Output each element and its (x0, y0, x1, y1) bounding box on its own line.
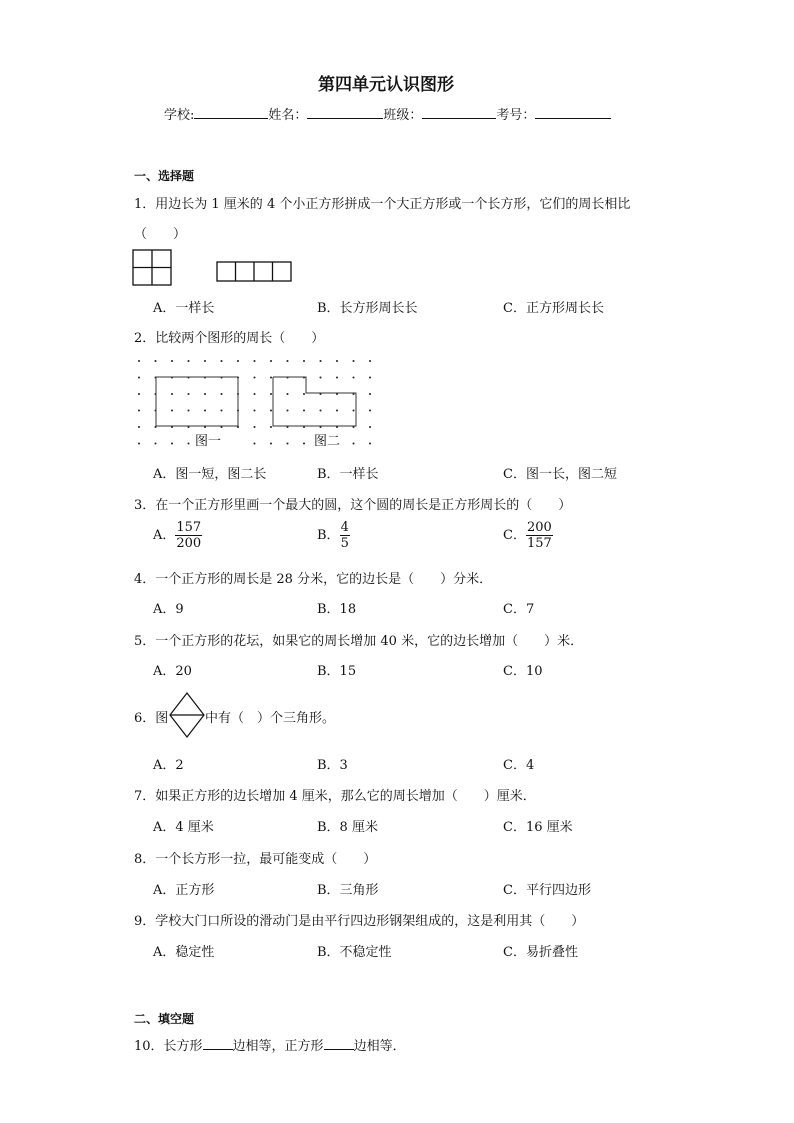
grid-dot (353, 360, 355, 362)
option-label: B． (317, 528, 340, 543)
question-5-option-b[interactable]: B．15 (317, 664, 357, 679)
exam-number-blank[interactable] (535, 105, 611, 119)
grid-dot (155, 443, 157, 445)
figure-one-label: 图一 (195, 434, 222, 449)
grid-dot (336, 360, 338, 362)
numerator: 157 (176, 520, 202, 535)
grid-dot (369, 393, 371, 395)
grid-dot (138, 410, 140, 412)
grid-dot (188, 410, 190, 412)
school-blank[interactable] (194, 105, 268, 119)
grid-dot (254, 360, 256, 362)
question-7-stem: 7．如果正方形的边长增加 4 厘米，那么它的周长增加（ ）厘米． (134, 789, 536, 804)
grid-dot (369, 377, 371, 379)
grid-dot (138, 393, 140, 395)
question-10-blank-1[interactable] (203, 1037, 233, 1050)
question-10-stem (134, 1035, 406, 1054)
grid-dot (221, 360, 223, 362)
grid-dot (270, 410, 272, 412)
grid-dot (270, 426, 272, 428)
grid-dot (320, 410, 322, 412)
grid-dot (369, 360, 371, 362)
grid-dot (254, 393, 256, 395)
denominator: 157 (526, 536, 552, 551)
grid-dot (171, 393, 173, 395)
grid-dot (254, 443, 256, 445)
grid-dot (138, 360, 140, 362)
question-6-stem-start: 6．图 (134, 711, 169, 726)
question-6-diamond-figure (168, 692, 206, 738)
numerator: 200 (526, 520, 552, 535)
question-3-option-a[interactable] (153, 520, 202, 551)
grid-dot (320, 377, 322, 379)
grid-dot (270, 393, 272, 395)
question-1-figures (130, 248, 300, 288)
question-9-option-a[interactable]: A．稳定性 (153, 945, 215, 960)
question-10-part-1: 10．长方形 (134, 1039, 203, 1054)
fraction (526, 520, 553, 551)
school-label: 学校: (164, 108, 195, 123)
question-4-stem: 4．一个正方形的周长是 28 分米，它的边长是（ ）分米． (134, 572, 493, 587)
grid-dot (221, 410, 223, 412)
question-4-option-b[interactable]: B．18 (317, 602, 357, 617)
grid-dot (287, 410, 289, 412)
numerator: 4 (340, 520, 349, 535)
grid-dot (171, 410, 173, 412)
grid-dot (303, 443, 305, 445)
grid-dot (188, 360, 190, 362)
question-9-option-b[interactable]: B．不稳定性 (317, 945, 392, 960)
grid-dot (287, 443, 289, 445)
question-10-part-2: 边相等，正方形 (232, 1039, 324, 1054)
question-1-option-a[interactable]: A．一样长 (153, 301, 215, 316)
question-1-paren: （ ） (134, 227, 187, 242)
grid-dot (320, 360, 322, 362)
grid-dot (369, 426, 371, 428)
question-4-option-c[interactable]: C．7 (503, 602, 535, 617)
question-5-stem: 5．一个正方形的花坛，如果它的周长增加 40 米，它的边长增加（ ）米． (134, 634, 584, 649)
grid-dot (237, 360, 239, 362)
grid-dot (336, 377, 338, 379)
grid-dot (138, 377, 140, 379)
figure-two-shape (273, 377, 356, 426)
question-10-blank-2[interactable] (324, 1037, 354, 1050)
question-2-option-c[interactable]: C．图一长，图二短 (503, 467, 617, 482)
name-blank[interactable] (307, 105, 383, 119)
question-2-option-a[interactable]: A．图一短，图二长 (153, 467, 267, 482)
grid-dot (155, 360, 157, 362)
grid-dot (188, 393, 190, 395)
question-4-option-a[interactable]: A．9 (153, 602, 184, 617)
denominator: 200 (176, 536, 202, 551)
grid-dot (254, 426, 256, 428)
grid-dot (369, 443, 371, 445)
class-label: 班级： (383, 108, 423, 123)
grid-dot (254, 377, 256, 379)
grid-dot (171, 360, 173, 362)
section-heading-choice: 一、选择题 (134, 169, 195, 183)
name-label: 姓名： (268, 108, 308, 123)
question-1-option-c[interactable]: C．正方形周长长 (503, 301, 604, 316)
rectangle-figure (217, 262, 291, 281)
grid-dot (287, 393, 289, 395)
student-info-row (164, 104, 611, 123)
option-label: C． (503, 528, 526, 543)
grid-dot (353, 410, 355, 412)
grid-dot (188, 443, 190, 445)
question-5-option-c[interactable]: C．10 (503, 664, 543, 679)
grid-dot (353, 443, 355, 445)
question-6-stem-end: 中有（ ）个三角形。 (205, 711, 336, 726)
figure-two-label: 图二 (314, 434, 341, 449)
question-3-stem: 3．在一个正方形里画一个最大的圆，这个圆的周长是正方形周长的（ ） (134, 498, 572, 513)
grid-dot (270, 443, 272, 445)
fraction (175, 520, 202, 551)
grid-dot (171, 443, 173, 445)
question-5-option-a[interactable]: A．20 (153, 664, 192, 679)
grid-dot (303, 393, 305, 395)
question-7-option-c[interactable]: C．16 厘米 (503, 820, 573, 835)
grid-dot (353, 377, 355, 379)
grid-dot (204, 393, 206, 395)
fraction (340, 520, 350, 551)
grid-dot (270, 360, 272, 362)
option-label: A． (153, 528, 176, 543)
grid-dot (204, 360, 206, 362)
grid-dot (303, 360, 305, 362)
section-heading-fill-in: 二、填空题 (134, 1012, 195, 1026)
class-blank[interactable] (422, 105, 496, 119)
grid-dot (221, 393, 223, 395)
question-8-option-a[interactable]: A．正方形 (153, 883, 215, 898)
question-9-stem: 9．学校大门口所设的滑动门是由平行四边形钢架组成的，这是利用其（ ） (134, 914, 585, 929)
grid-dot (287, 360, 289, 362)
grid-dot (303, 410, 305, 412)
grid-dot (254, 410, 256, 412)
page-title: 第四单元认识图形 (318, 75, 454, 95)
grid-dot (336, 410, 338, 412)
grid-dot (270, 377, 272, 379)
big-square-figure (133, 250, 171, 285)
grid-dot (138, 426, 140, 428)
exam-number-label: 考号： (496, 108, 536, 123)
question-2-dot-grid (130, 355, 380, 450)
question-2-stem: 2．比较两个图形的周长（ ） (134, 331, 325, 346)
question-6-option-a[interactable]: A．2 (153, 758, 184, 773)
question-1-stem: 1．用边长为 1 厘米的 4 个小正方形拼成一个大正方形或一个长方形，它们的周长相比 (134, 197, 631, 212)
question-7-option-b[interactable]: B．8 厘米 (317, 820, 378, 835)
grid-dot (138, 443, 140, 445)
question-7-option-a[interactable]: A．4 厘米 (153, 820, 214, 835)
grid-dot (369, 410, 371, 412)
question-10-part-3: 边相等． (353, 1039, 406, 1054)
question-6-option-c[interactable]: C．4 (503, 758, 535, 773)
question-8-option-b[interactable]: B．三角形 (317, 883, 379, 898)
question-3-option-b[interactable] (317, 520, 350, 551)
question-8-stem: 8．一个长方形一拉，最可能变成（ ） (134, 852, 377, 867)
grid-dot (204, 410, 206, 412)
question-3-option-c[interactable] (503, 520, 553, 551)
question-2-option-b[interactable]: B．一样长 (317, 467, 379, 482)
question-1-option-b[interactable]: B．长方形周长长 (317, 301, 418, 316)
denominator: 5 (340, 536, 349, 551)
question-9-option-c[interactable]: C．易折叠性 (503, 945, 578, 960)
question-6-option-b[interactable]: B．3 (317, 758, 348, 773)
question-8-option-c[interactable]: C．平行四边形 (503, 883, 591, 898)
figure-one-rectangle (156, 377, 238, 426)
